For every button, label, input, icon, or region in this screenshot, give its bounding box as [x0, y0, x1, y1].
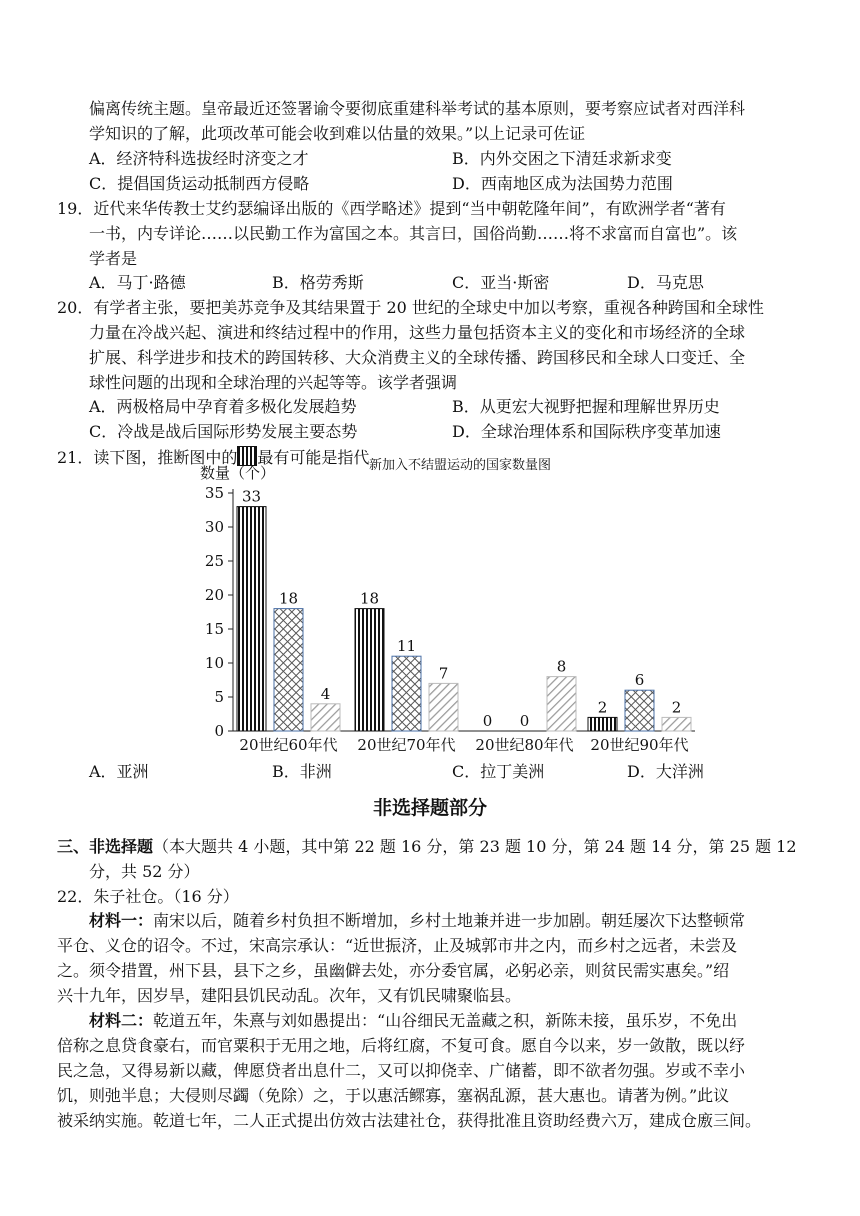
q20-stem-line-4: 球性问题的出现和全球治理的兴起等等。该学者强调 [89, 373, 458, 392]
chart-data-label: 0 [482, 712, 493, 730]
chart-x-tick-label: 20世纪80年代 [475, 736, 574, 754]
q22-material-2-text-1: 乾道五年，朱熹与刘如愚提出：“山谷细民无盖藏之积，新陈未接，虽乐岁，不免出 [153, 1011, 738, 1030]
chart-data-label: 0 [519, 712, 530, 730]
chart-x-tick-label: 20世纪90年代 [590, 736, 689, 754]
q22-material-2-line-3: 民之急，又得易新以藏，俾愿贷者出息什二，又可以抑侥幸、广储蓄，即不欲者勿强。岁或不幸小 [57, 1061, 746, 1080]
q18-stem-line-1: 偏离传统主题。皇帝最近还签署谕令要彻底重建科举考试的基本原则，要考察应试者对西洋科 [89, 99, 746, 118]
q21-stem-suffix: 最有可能是指代 [257, 448, 370, 467]
q21-option-b: B．非洲 [272, 762, 332, 781]
q18-option-b: B．内外交困之下清廷求新求变 [452, 149, 672, 168]
chart-y-tick-label: 10 [204, 654, 224, 672]
chart-data-label: 4 [320, 684, 331, 703]
q22-material-2-line-2: 倍称之息贷食豪右，而官粟积于无用之地，后将红腐，不复可食。愿自今以来，岁一敛散，既以纾 [57, 1036, 746, 1055]
q18-option-c: C．提倡国货运动抵制西方侵略 [89, 174, 310, 193]
non-aligned-chart [190, 450, 710, 762]
q22-title: 22．朱子社仓。（16 分） [57, 887, 239, 906]
q20-option-c: C．冷战是战后国际形势发展主要态势 [89, 422, 358, 441]
q22-material-1-line-4: 兴十九年，因岁旱，建阳县饥民动乱。次年，又有饥民啸聚临县。 [57, 986, 522, 1005]
chart-plot-area [200, 457, 695, 754]
q18-option-d: D．西南地区成为法国势力范围 [452, 174, 673, 193]
q19-option-c: C．亚当·斯密 [452, 273, 550, 292]
section3-heading-rest: （本大题共 4 小题，其中第 22 题 16 分，第 23 题 10 分，第 24 题 14 分，第 25 题 12 [153, 837, 797, 856]
q21-stem-prefix: 21．读下图，推断图中的 [57, 448, 238, 467]
chart-title: 新加入不结盟运动的国家数量图 [368, 458, 552, 473]
chart-bar [237, 507, 266, 731]
q19-option-d: D．马克思 [627, 273, 704, 292]
q18-option-a: A．经济特科选拔经时济变之才 [89, 149, 309, 168]
q21-option-c: C．拉丁美洲 [452, 762, 545, 781]
section3-heading [57, 836, 797, 858]
chart-y-tick-label: 35 [204, 484, 224, 502]
q22-material-2-line-4: 饥，则弛半息；大侵则尽蠲（免除）之，于以惠活鳏寡，塞祸乱源，甚大惠也。请著为例。”此议 [57, 1086, 730, 1105]
chart-y-tick-label: 30 [204, 518, 224, 536]
chart-data-label: 11 [396, 637, 417, 656]
chart-bar [588, 717, 617, 731]
chart-y-tick-label: 25 [204, 552, 224, 570]
chart-bar [547, 677, 576, 731]
q19-option-b: B．格劳秀斯 [272, 273, 364, 292]
q22-material-2-line-5: 被采纳实施。乾道七年，二人正式提出仿效古法建社仓，获得批准且资助经费六万，建成仓廒三间。 [57, 1111, 762, 1130]
q22-material-2-label: 材料二： [89, 1011, 154, 1030]
chart-data-label: 8 [556, 657, 567, 676]
chart-data-label: 33 [241, 487, 262, 506]
chart-data-label: 7 [438, 664, 449, 683]
section-title: 非选择题部分 [372, 797, 487, 819]
q22-material-1-line-1 [89, 910, 745, 932]
chart-x-tick-label: 20世纪70年代 [357, 736, 456, 754]
chart-y-tick-label: 15 [204, 620, 224, 638]
chart-bar [392, 656, 421, 731]
section3-heading-bold: 三、非选择题 [57, 837, 154, 856]
chart-data-label: 6 [634, 671, 645, 690]
chart-y-tick-label: 0 [214, 722, 224, 740]
q19-option-a: A．马丁·路德 [89, 273, 186, 292]
q20-option-b: B．从更宏大视野把握和理解世界历史 [452, 397, 720, 416]
q22-material-1-text-1: 南宋以后，随着乡村负担不断增加，乡村土地兼并进一步加剧。朝廷屡次下达整顿常 [153, 911, 746, 930]
q22-material-2-line-1 [89, 1010, 737, 1032]
chart-data-label: 18 [359, 589, 380, 608]
chart-bar [625, 690, 654, 731]
chart-x-tick-label: 20世纪60年代 [239, 736, 338, 754]
q18-stem-line-2: 学知识的了解，此项改革可能会收到难以估量的效果。”以上记录可佐证 [89, 124, 586, 143]
q21-option-a: A．亚洲 [89, 762, 149, 781]
q20-stem-line-2: 力量在冷战兴起、演进和终结过程中的作用，这些力量包括资本主义的变化和市场经济的全球 [89, 323, 746, 342]
chart-bar [274, 609, 303, 731]
chart-data-label: 2 [671, 698, 682, 717]
q20-stem-line-3: 扩展、科学进步和技术的跨国转移、大众消费主义的全球传播、跨国移民和全球人口变迁、全 [89, 348, 746, 367]
chart-y-tick-label: 20 [204, 586, 224, 604]
q20-stem-line-1: 20．有学者主张，要把美苏竞争及其结果置于 20 世纪的全球史中加以考察，重视各种跨国和全球性 [57, 298, 764, 317]
chart-bar [311, 704, 340, 731]
chart-bar [355, 609, 384, 731]
chart-ylabel: 数量（个） [200, 464, 276, 482]
q22-material-1-line-2: 平仓、义仓的诏令。不过，宋高宗承认：“近世振济，止及城郭市井之内，而乡村之远者，未尝及 [57, 936, 738, 955]
chart-data-label: 2 [597, 698, 608, 717]
chart-data-label: 18 [278, 589, 299, 608]
q19-stem-line-1: 19．近代来华传教士艾约瑟编译出版的《西学略述》提到“当中朝乾隆年间”，有欧洲学者“著有 [57, 199, 726, 218]
section3-heading-line-2: 分，共 52 分） [89, 862, 200, 881]
chart-y-tick-label: 5 [214, 688, 224, 706]
q22-material-1-line-3: 之。须令措置，州下县，县下之乡，虽幽僻去处，亦分委官属，必躬必亲，则贫民需实惠矣。”绍 [57, 961, 730, 980]
q20-option-d: D．全球治理体系和国际秩序变革加速 [452, 422, 721, 441]
q19-stem-line-2: 一书，内专详论……以民勤工作为富国之本。其言曰，国俗尚勤……将不求富而自富也”。该 [89, 224, 738, 243]
q20-option-a: A．两极格局中孕育着多极化发展趋势 [89, 397, 357, 416]
q22-material-1-label: 材料一： [89, 911, 154, 930]
chart-bar [662, 717, 691, 731]
q21-option-d: D．大洋洲 [627, 762, 704, 781]
q19-stem-line-3: 学者是 [89, 249, 138, 268]
chart-bar [429, 683, 458, 731]
